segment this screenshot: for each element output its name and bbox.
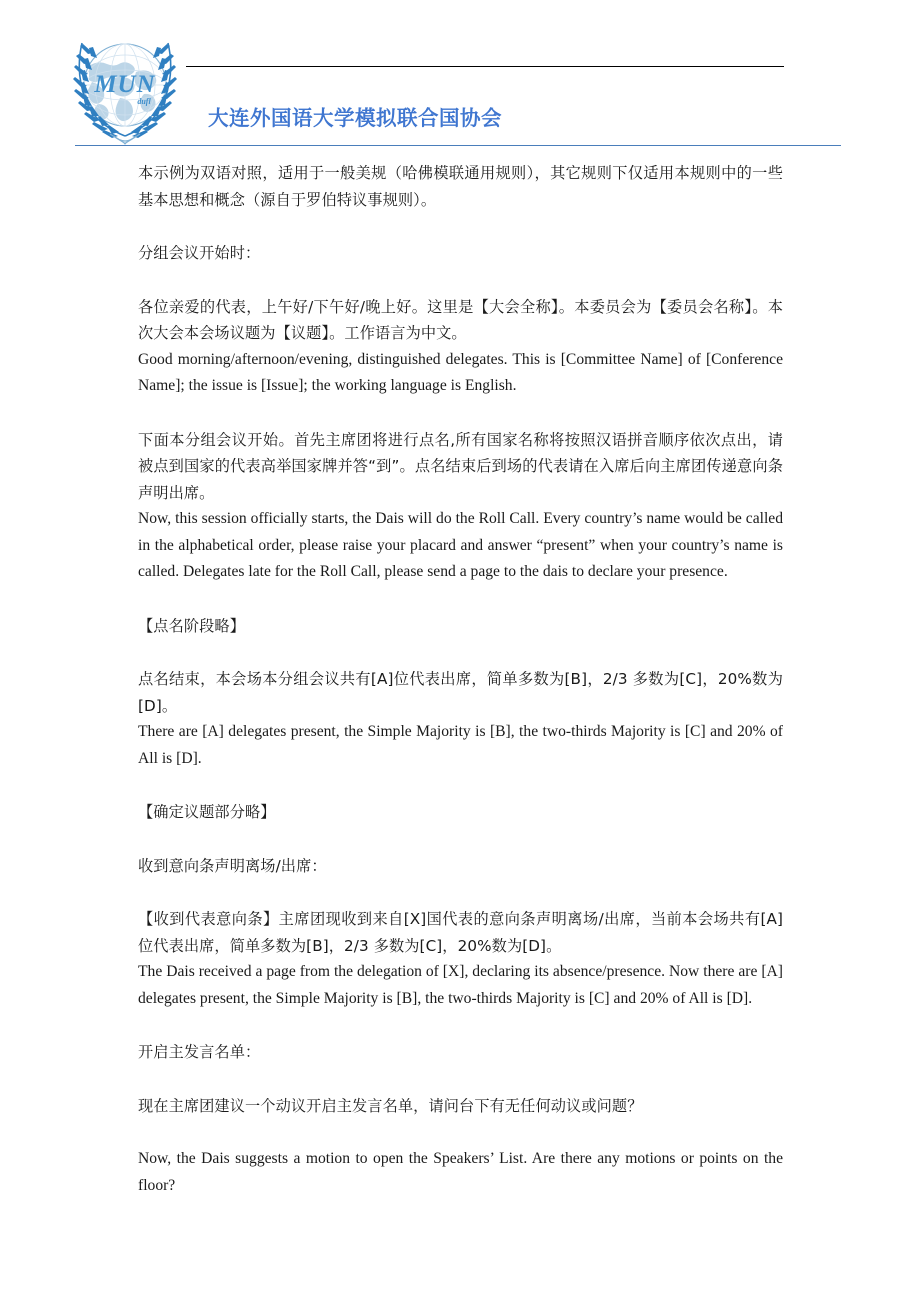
paragraph-section-speakers-list: 开启主发言名单： [138,1043,261,1061]
document-header [0,0,920,158]
paragraph-quorum-cn: 点名结束，本会场本分组会议共有[A]位代表出席，简单多数为[B]，2/3 多数为[C]，20%数为[D]。 [138,670,783,715]
spacer [138,1066,783,1093]
paragraph-rollcall-cn: 下面本分组会议开始。首先主席团将进行点名,所有国家名称将按照汉语拼音顺序依次点出，请被点到国家的代表高举国家牌并答“到”。点名结束后到场的代表请在入席后向主席团传递意向条声明出席。 [138,430,783,502]
paragraph-page-received-en: The Dais received a page from the delegation of [X], declaring its absence/presence. Now there are [A] delegates present, the Simple Majority is [B], the two-thirds Majority is [C] and 20% of All is [D]. [138,963,783,1007]
spacer [138,586,783,613]
paragraph-intro: 本示例为双语对照，适用于一般美规（哈佛模联通用规则），其它规则下仅适用本规则中的一些基本思想和概念（源自于罗伯特议事规则）。 [138,164,783,209]
header-rule-bottom [75,145,841,146]
paragraph-greeting-en: Good morning/afternoon/evening, distinguished delegates. This is [Committee Name] of [Conference Name]; the issue is [Issue]; the working language is English. [138,350,783,394]
spacer [138,772,783,799]
spacer [138,267,783,294]
svg-text:dufl: dufl [137,97,151,106]
paragraph-page-received-cn: 【收到代表意向条】主席团现收到来自[X]国代表的意向条声明离场/出席，当前本会场共有[A]位代表出席，简单多数为[B]，2/3 多数为[C]，20%数为[D]。 [138,910,783,955]
spacer [138,1012,783,1039]
paragraph-note-rollcall-omitted: 【点名阶段略】 [138,616,246,635]
svg-text:MUN: MUN [94,71,156,98]
spacer [138,826,783,853]
document-body [138,160,783,1199]
spacer [138,879,783,906]
paragraph-quorum-en: There are [A] delegates present, the Simple Majority is [B], the two-thirds Majority is [C] and 20% of All is [D]. [138,723,783,767]
spacer [138,1119,783,1146]
paragraph-speakers-list-en: Now, the Dais suggests a motion to open the Speakers’ List. Are there any motions or points on the floor? [138,1150,783,1194]
mun-dalian-emblem-logo [62,30,188,152]
paragraph-note-topic-omitted: 【确定议题部分略】 [138,803,276,821]
header-rule-top [186,66,784,67]
spacer [138,213,783,240]
paragraph-rollcall-en: Now, this session officially starts, the Dais will do the Roll Call. Every country’s name would be called in the alphabetical order, please raise your placard and answer “present” when your country’s name is called. Delegates late for the Roll Call, please send a page to the dais to declare your presence. [138,510,783,580]
paragraph-speakers-list-cn: 现在主席团建议一个动议开启主发言名单，请问台下有无任何动议或问题？ [138,1096,643,1115]
organization-title: 大连外国语大学模拟联合国协会 [208,106,502,130]
mun-emblem-icon [62,30,188,152]
paragraph-section-page-received: 收到意向条声明离场/出席： [138,856,327,875]
spacer [138,400,783,427]
spacer [138,639,783,666]
paragraph-section-session-open: 分组会议开始时： [138,244,261,262]
paragraph-greeting-cn: 各位亲爱的代表，上午好/下午好/晚上好。这里是【大会全称】。本委员会为【委员会名称】。本次大会本会场议题为【议题】。工作语言为中文。 [138,297,783,342]
